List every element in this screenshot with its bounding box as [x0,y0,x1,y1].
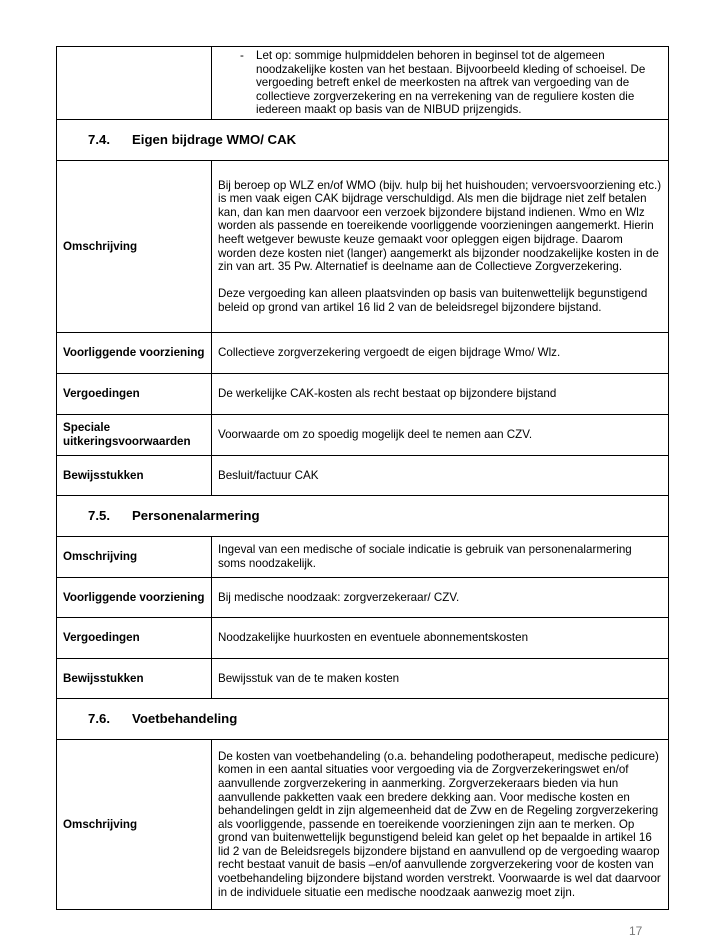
table-row [57,374,669,415]
row-value: Bewijsstuk van de te maken kosten [212,659,669,699]
row-label: Voorliggende voorziening [57,578,212,618]
row-value: Besluit/factuur CAK [212,456,669,496]
row-value: Noodzakelijke huurkosten en eventuele abonnementskosten [212,618,669,659]
regulations-table [56,46,669,910]
table-row [57,161,669,333]
row-label: Bewijsstukken [57,659,212,699]
bullet-dash: - [240,49,244,63]
section-title: Eigen bijdrage WMO/ CAK [132,132,297,148]
paragraph: Bij beroep op WLZ en/of WMO (bijv. hulp bij het huishouden; vervoersvoorziening etc.) is men vaak eigen CAK bijdrage verschuldigd. Als men die bijdrage niet zelf betalen kan, dan kan men daarvoor een verzoek bijzondere bijstand indienen. Wmo en Wlz worden als passende en toereikende voorliggende voorzieningen aangemerkt. Hierin heeft wetgever bewuste keuze gemaakt voor opleggen eigen bijdrage. Daarom worden deze kosten niet (langer) aangemerkt als bijzonder noodzakelijke kosten in de zin van art. 35 Pw. Alternatief is deelname aan de Collectieve Zorgverzekering. [218,178,662,274]
row-label: Vergoedingen [57,618,212,659]
section-title: Voetbehandeling [132,711,238,727]
row-value [212,161,669,333]
continued-row [57,47,669,120]
row-value: De kosten van voetbehandeling (o.a. behandeling podotherapeut, medische pedicure) komen in een aantal situaties voor vergoeding via de Zorgverzekeringswet en/of aanvullende zorgverzekering in aanmerking. Zorgverzekeraars bieden via hun aanvullende pakketten vaak een bredere dekking aan. Voor medische kosten en behandelingen geldt in zijn algemeenheid dat de Zvw en de Regeling zorgverzekering als voorliggende, passende en toereikende voorzieningen zijn aan te merken. Op grond van buitenwettelijk begunstigend beleid kan gelet op het bepaalde in artikel 16 lid 2 van de Beleidsregels bijzondere bijstand en aanvullend op de vergoeding waarop recht bestaat vanuit de basis –en/of aanvullende zorgverzekering voor de kosten van voetbehandeling bijzondere bijstand worden verstrekt. Voorwaarde is wel dat daarvoor in de individuele situatie een medische noodzaak aanwezig moet zijn. [212,740,669,910]
paragraph: Deze vergoeding kan alleen plaatsvinden op basis van buitenwettelijk begunstigend beleid op grond van artikel 16 lid 2 van de beleidsregel bijzondere bijstand. [218,287,648,314]
empty-label-cell [57,47,212,120]
page-number: 17 [629,924,643,938]
row-value: De werkelijke CAK-kosten als recht bestaat op bijzondere bijstand [212,374,669,415]
row-label: Vergoedingen [57,374,212,415]
section-header-7-5 [57,496,669,537]
table-row [57,578,669,618]
table-row [57,537,669,578]
section-number: 7.6. [88,711,110,727]
row-label: Speciale uitkeringsvoorwaarden [57,415,212,456]
continued-note: Let op: sommige hulpmiddelen behoren in beginsel tot de algemeen noodzakelijke kosten van het bestaan. Bijvoorbeeld kleding of schoeisel. De vergoeding betreft enkel de meerkosten na aftrek van vergoeding van de collectieve zorgverzekering en na verrekening van de reguliere kosten die iedereen maakt op basis van de NIBUD prijzengids. [256,49,646,117]
continued-note-cell [212,47,669,120]
section-header-7-6 [57,699,669,740]
row-value: Bij medische noodzaak: zorgverzekeraar/ CZV. [212,578,669,618]
table-row [57,618,669,659]
row-value: Voorwaarde om zo spoedig mogelijk deel te nemen aan CZV. [212,415,669,456]
row-label: Voorliggende voorziening [57,333,212,374]
table-row [57,333,669,374]
row-value: Collectieve zorgverzekering vergoedt de eigen bijdrage Wmo/ Wlz. [212,333,669,374]
table-row [57,456,669,496]
section-number: 7.5. [88,508,110,524]
section-title: Personenalarmering [132,508,260,524]
section-number: 7.4. [88,132,110,148]
row-label: Bewijsstukken [57,456,212,496]
table-row [57,659,669,699]
row-label: Omschrijving [57,537,212,578]
row-label: Omschrijving [57,161,212,333]
table-row [57,415,669,456]
row-label: Omschrijving [57,740,212,910]
section-header-7-4 [57,120,669,161]
row-value: Ingeval van een medische of sociale indicatie is gebruik van personenalarmering soms noodzakelijk. [212,537,669,578]
table-row [57,740,669,910]
